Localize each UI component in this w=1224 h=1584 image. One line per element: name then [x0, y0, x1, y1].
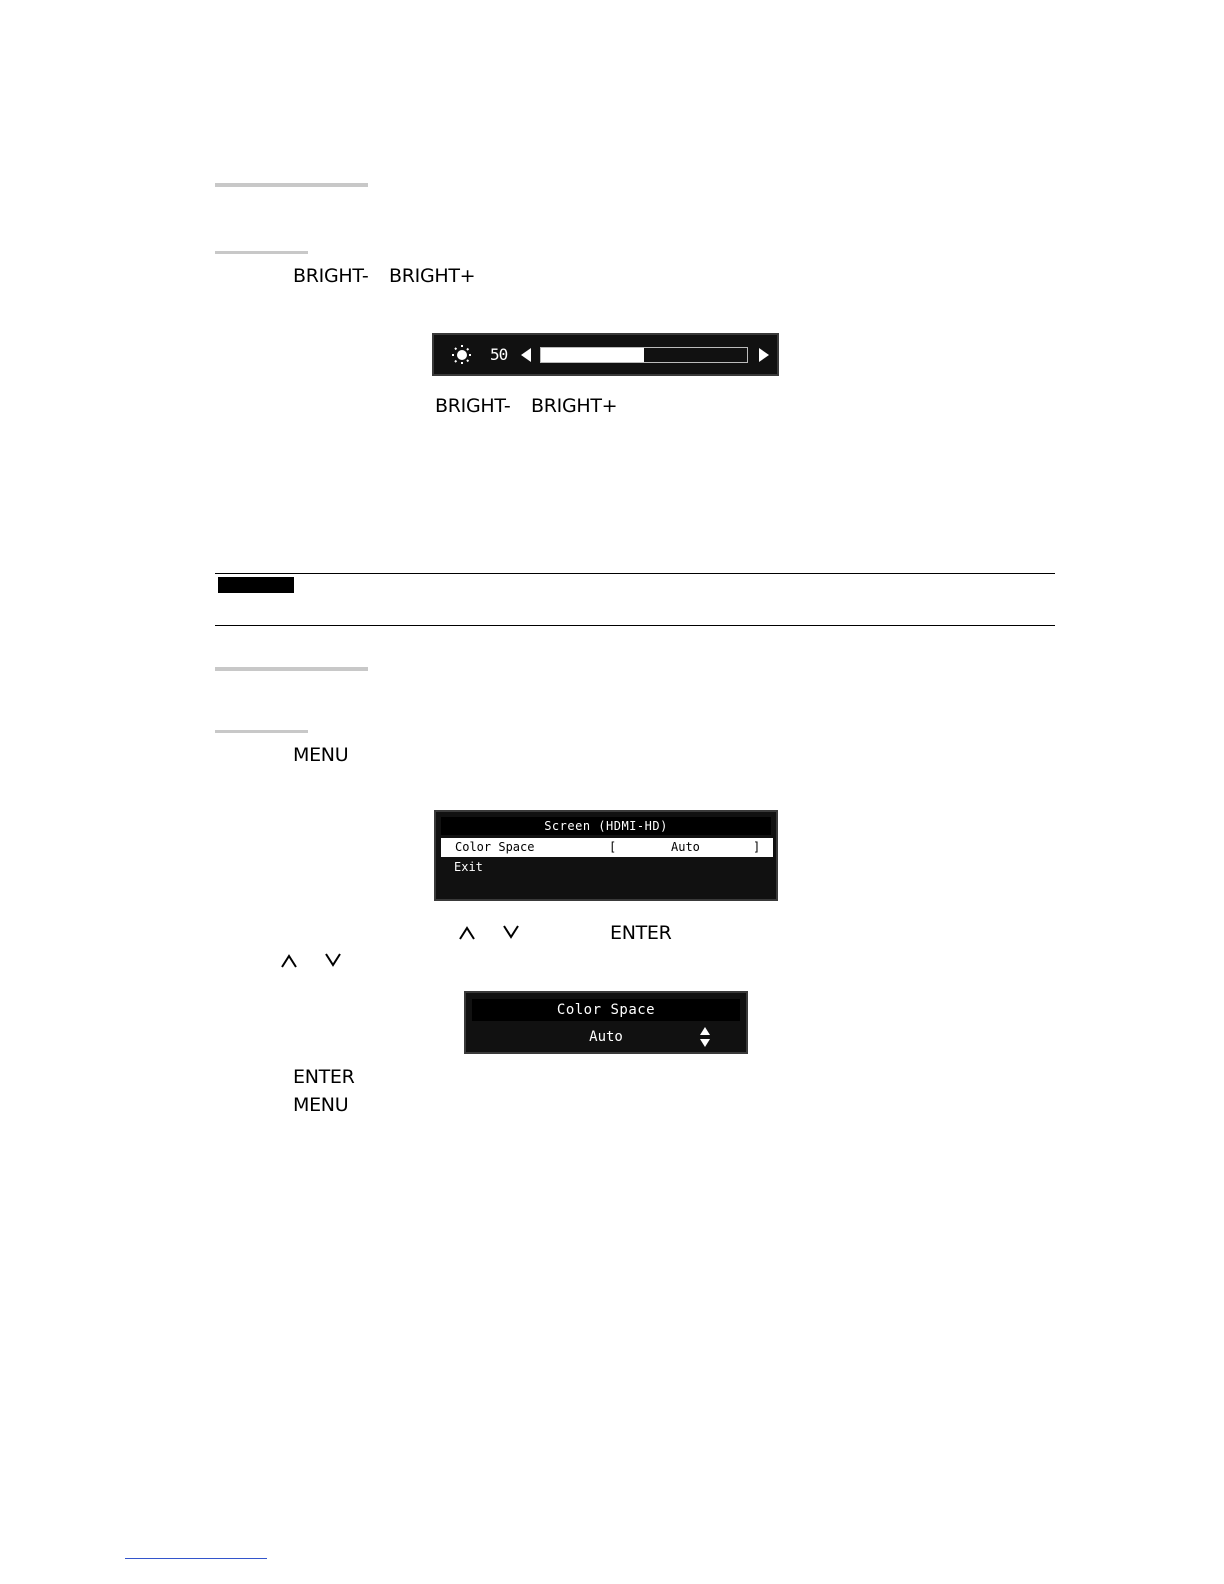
chevron-down-icon: [502, 924, 520, 940]
color-space-value[interactable]: Auto: [589, 1029, 623, 1045]
enter-label: ENTER: [610, 922, 672, 944]
bright-minus-label: BRIGHT-: [293, 265, 369, 287]
brightness-value: 50: [490, 345, 508, 364]
brightness-slider-fill: [541, 348, 644, 362]
brightness-osd: [432, 333, 779, 376]
color-space-osd: [464, 991, 748, 1054]
note-top-rule: [215, 573, 1055, 574]
screen-menu-osd: [434, 810, 778, 901]
menu-item-label: Color Space: [455, 840, 535, 854]
menu-item-color-space[interactable]: [441, 838, 773, 857]
bright-minus-label-2: BRIGHT-: [435, 395, 511, 417]
note-label-block: [218, 577, 294, 593]
bracket-close: ]: [753, 840, 761, 854]
brightness-icon: [451, 344, 473, 366]
brightness-slider[interactable]: [540, 347, 748, 363]
subheading-rule-2: [215, 730, 308, 733]
section-heading-rule: [215, 183, 368, 187]
chevron-up-icon-2: [280, 953, 298, 969]
menu-title: Screen (HDMI-HD): [441, 817, 771, 835]
enter-label-2: ENTER: [293, 1066, 355, 1088]
menu-item-exit[interactable]: Exit: [454, 860, 483, 874]
subheading-rule: [215, 251, 308, 254]
note-bottom-rule: [215, 625, 1055, 626]
bright-plus-label-2: BRIGHT+: [531, 395, 618, 417]
menu-label-2: MENU: [293, 1094, 349, 1116]
chevron-down-icon-2: [324, 952, 342, 968]
footer-link-rule: [125, 1558, 267, 1559]
section-heading-rule-2: [215, 667, 368, 671]
menu-button-label: MENU: [293, 744, 349, 766]
bracket-open: [: [609, 840, 617, 854]
menu-item-value: Auto: [671, 840, 700, 854]
color-space-title: Color Space: [472, 999, 740, 1021]
triangle-left-icon: [520, 347, 532, 363]
triangle-right-icon: [758, 347, 770, 363]
chevron-up-icon: [458, 925, 476, 941]
up-down-triangle-icon: [698, 1026, 712, 1048]
bright-plus-label: BRIGHT+: [389, 265, 476, 287]
